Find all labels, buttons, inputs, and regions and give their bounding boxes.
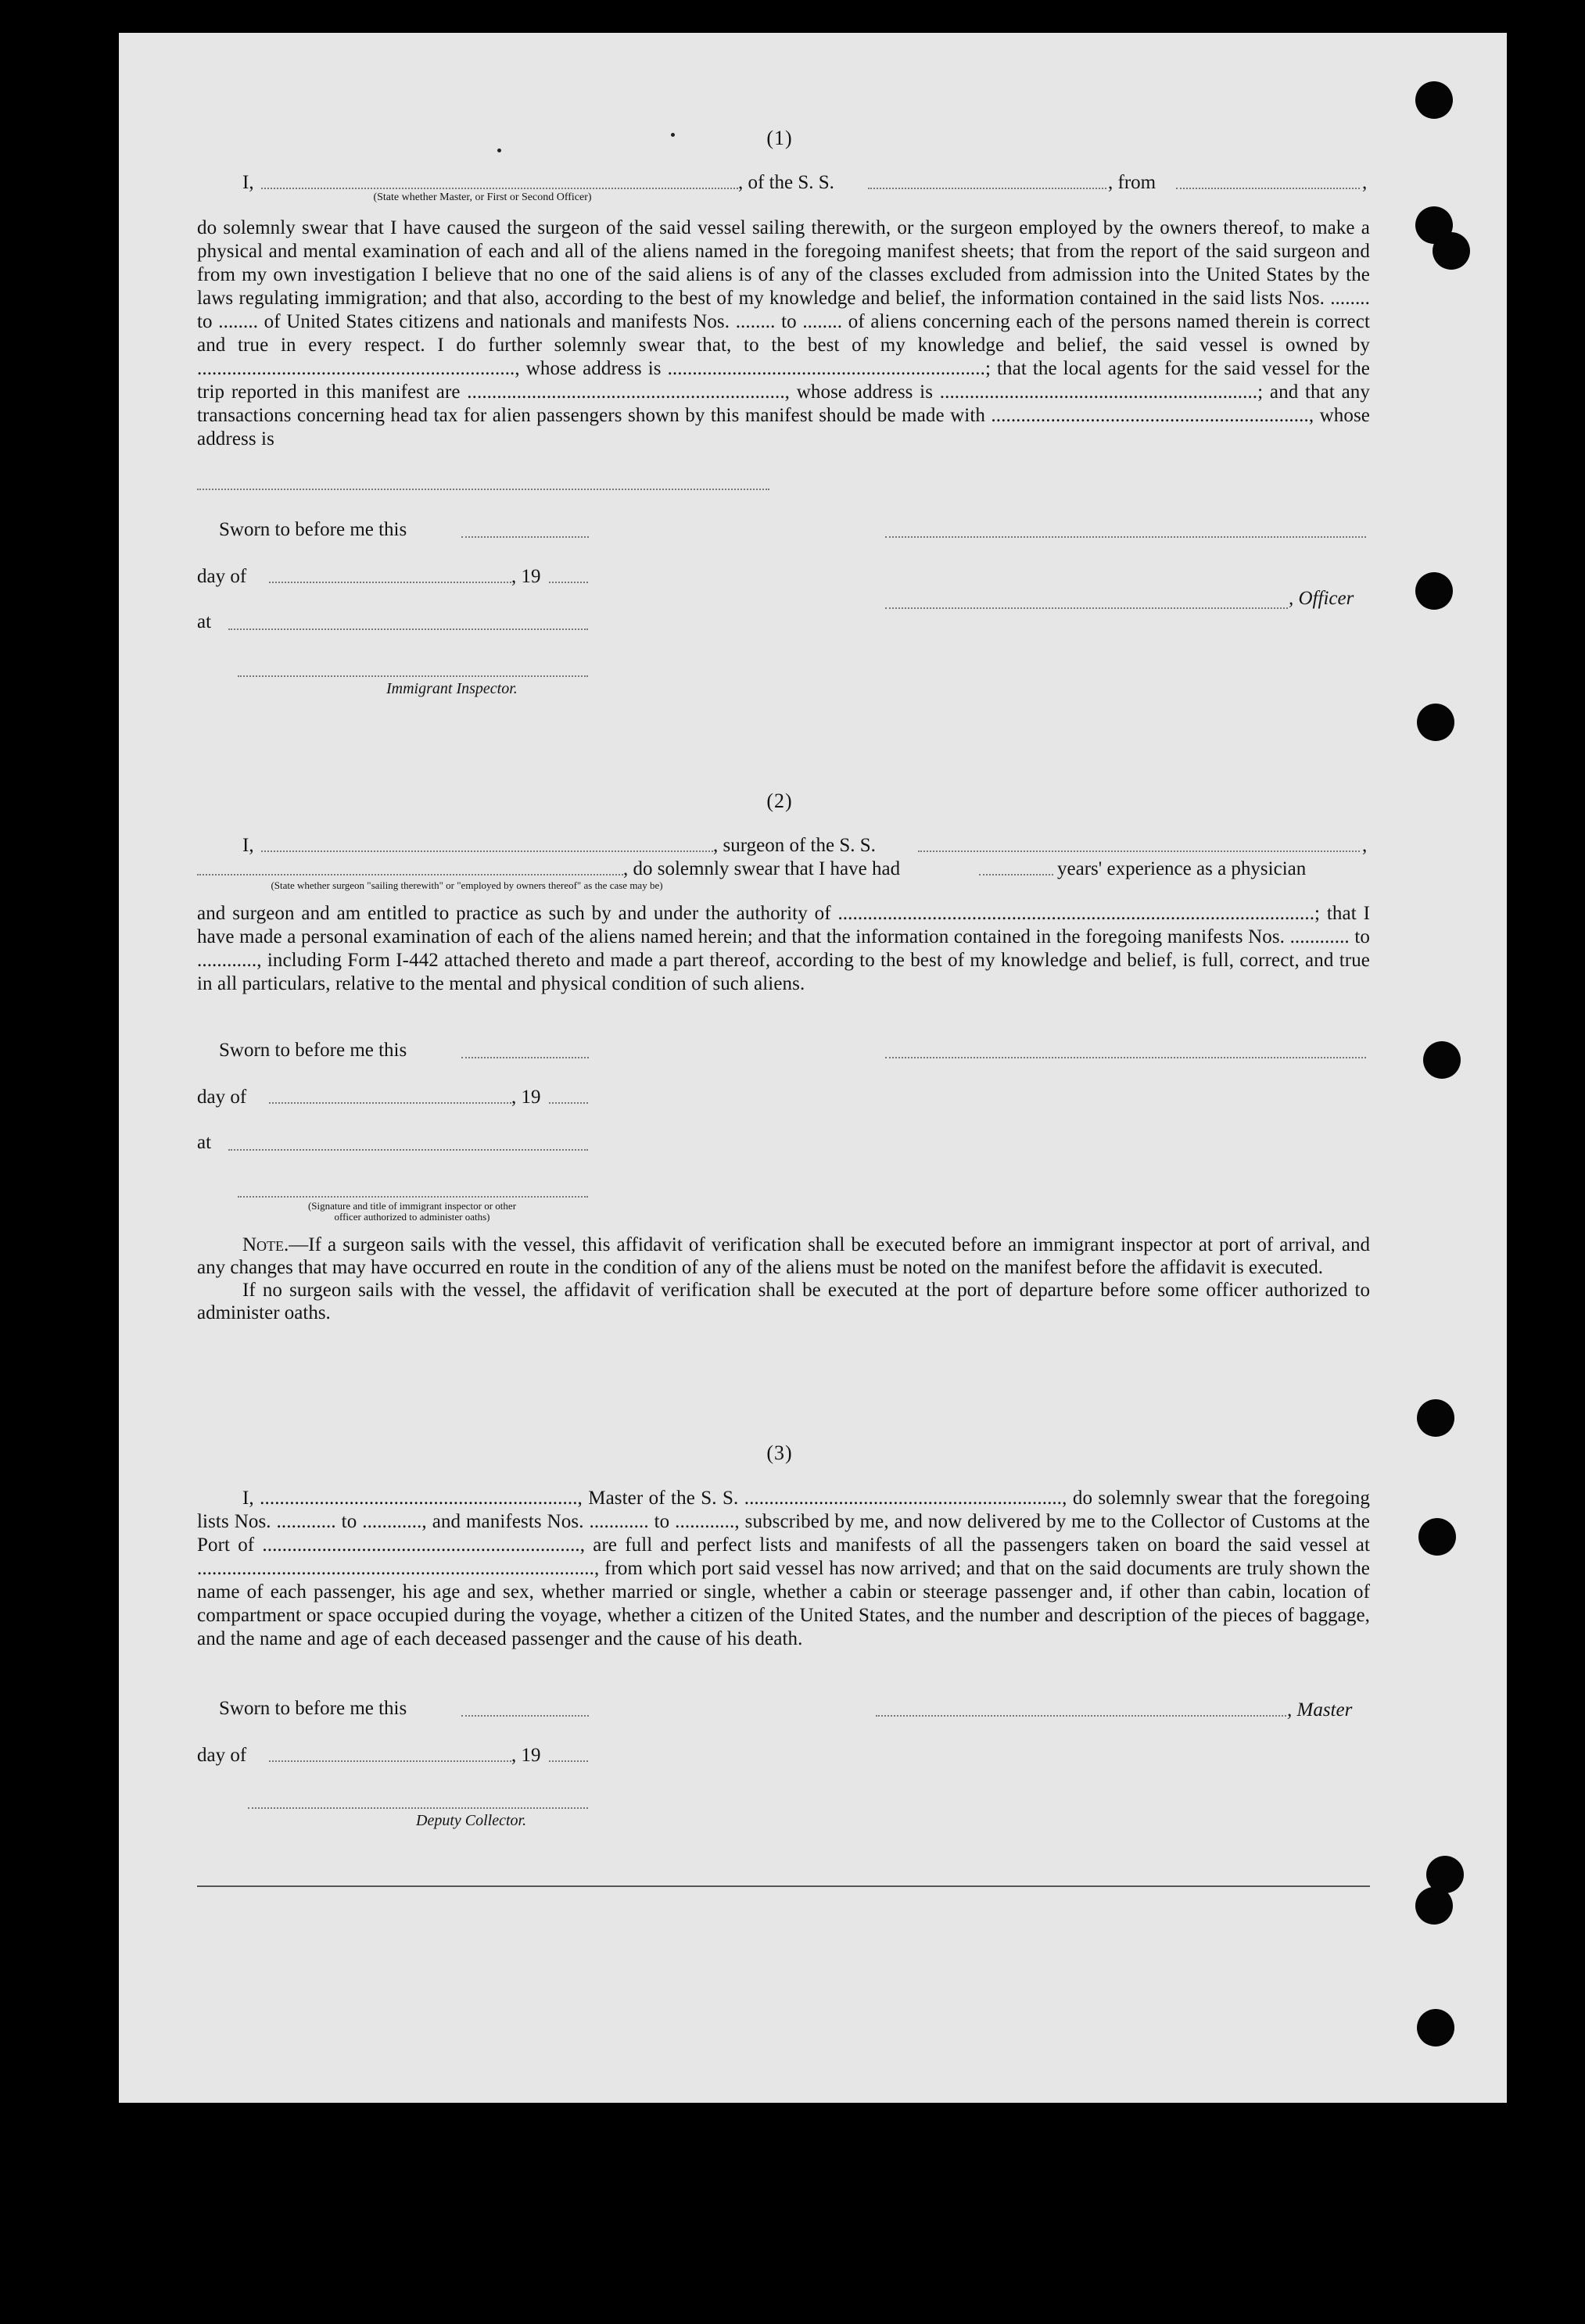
s3-sworn-label: Sworn to before me this xyxy=(219,1698,407,1719)
s1-sworn-label: Sworn to before me this xyxy=(219,519,407,540)
punch-hole xyxy=(1417,1399,1454,1437)
s2-authority-signature-field[interactable] xyxy=(238,1196,588,1198)
punch-hole xyxy=(1423,1041,1461,1079)
s1-at-field[interactable] xyxy=(228,628,588,630)
s1-ship-name-field[interactable] xyxy=(868,188,1106,189)
s2-do-swear-label: , do solemnly swear that I have had xyxy=(623,858,901,879)
s2-sworn-day-field[interactable] xyxy=(461,1057,589,1058)
s3-oath-body: I, ................................................................, Master of the S. S. ................................................................, do solemnly swear that the foregoing lists Nos. ............ to ............, and manifests Nos. ............ to ............, subscribed by me, and now delivered by me to the Collector of Customs at the Port of ................................................................, are full and perfect lists and manifests of all the passengers taken on board the said vessel at ................................................................................, from which port said vessel has now arrived; and that on the said documents are truly shown the name of each passenger, his age and sex, whether married or single, whether a cabin or steerage passenger and, if other than cabin, location of compartment or space occupied during the voyage, whether a citizen of the United States, and the number and description of the pieces of baggage, and the name and age of each deceased passenger and the cause of his death. xyxy=(197,1488,1370,1649)
punch-hole xyxy=(1433,232,1470,270)
s2-ship-name-field[interactable] xyxy=(918,850,1360,852)
s3-master-signature-field[interactable] xyxy=(876,1715,1286,1717)
s1-inspector-field[interactable] xyxy=(238,675,588,677)
s1-officer-label: , Officer xyxy=(1289,588,1354,609)
punch-hole xyxy=(1415,1887,1453,1925)
s2-years-label: years' experience as a physician xyxy=(1057,858,1307,879)
s1-comma: , xyxy=(1362,172,1368,193)
s2-state-note: (State whether surgeon "sailing therewith" or "employed by owners thereof" as the case may be) xyxy=(271,879,663,891)
s3-year-label: , 19 xyxy=(511,1745,541,1766)
punch-hole xyxy=(1415,572,1453,610)
s1-i-label: I, xyxy=(242,172,254,193)
s2-oath-body: and surgeon and am entitled to practice as such by and under the authority of ................................................................................................; that I have made a personal examination of each of the aliens named herein; and that the information contained in the foregoing manifests Nos. ............ to ............, including Form I-442 attached thereto and made a part thereof, according to the best of my knowledge and belief, is full, correct, and true in all particulars, relative to the mental and physical condition of such aliens. xyxy=(197,903,1370,994)
s1-sworn-day-field[interactable] xyxy=(461,536,589,538)
s1-of-ss-label: , of the S. S. xyxy=(738,172,834,193)
s2-month-field[interactable] xyxy=(269,1102,511,1104)
s2-year-label: , 19 xyxy=(511,1087,541,1108)
s2-signature-field[interactable] xyxy=(885,1057,1366,1058)
s2-note-text-2: If no surgeon sails with the vessel, the affidavit of verification shall be executed at the port of departure before some officer authorized to administer oaths. xyxy=(197,1280,1370,1323)
s1-officer-field[interactable] xyxy=(885,607,1288,609)
s2-at-field[interactable] xyxy=(228,1149,588,1151)
punch-hole xyxy=(1417,2009,1454,2046)
s1-state-note: (State whether Master, or First or Second Officer) xyxy=(373,192,592,203)
s1-at-label: at xyxy=(197,611,212,632)
s1-officer-name-field[interactable] xyxy=(261,188,738,189)
s1-from-port-field[interactable] xyxy=(1176,188,1360,189)
s1-inspector-label: Immigrant Inspector. xyxy=(386,680,518,697)
s1-address-field[interactable] xyxy=(197,489,769,490)
s2-sworn-label: Sworn to before me this xyxy=(219,1040,407,1061)
s1-oath-body: do solemnly swear that I have caused the surgeon of the said vessel sailing therewith, or the surgeon employed by the owners thereof, to make a physical and mental examination of each and all of the aliens named in the foregoing manifest sheets; that from the report of the said surgeon and from my own investigation I believe that no one of the said aliens is of any of the classes excluded from admission into the United States by the laws regulating immigration; and that also, according to the best of my knowledge and belief, the information contained in the said lists Nos. ........ to ........ of United States citizens and nationals and manifests Nos. ........ to ........ of aliens concerning each of the persons named therein is correct and true in every respect. I do further solemnly swear that, to the best of my knowledge and belief, the said vessel is owned by ................................................................, whose address is ................................................................; that the local agents for the said vessel for the trip reported in this manifest are ................................................................, whose address is ................................................................; and that any transactions concerning head tax for alien passengers shown by this manifest should be made with ................................................................, whose address is xyxy=(197,217,1370,449)
section-1-number: (1) xyxy=(766,127,793,149)
s1-year-field[interactable] xyxy=(549,582,588,583)
section-2-number: (2) xyxy=(766,790,793,812)
punch-hole xyxy=(1417,704,1454,741)
punch-hole xyxy=(1415,81,1453,119)
s2-note-label: Note. xyxy=(242,1234,289,1255)
s1-day-of-label: day of xyxy=(197,566,247,587)
s3-sworn-day-field[interactable] xyxy=(461,1715,589,1717)
section-3-number: (3) xyxy=(766,1441,793,1464)
s2-year-field[interactable] xyxy=(549,1102,588,1104)
s1-month-field[interactable] xyxy=(269,582,511,583)
s1-year-label: , 19 xyxy=(511,566,541,587)
s2-day-of-label: day of xyxy=(197,1087,247,1108)
s3-month-field[interactable] xyxy=(269,1760,511,1762)
s3-deputy-label: Deputy Collector. xyxy=(416,1812,527,1829)
s2-years-field[interactable] xyxy=(979,874,1053,876)
s3-day-of-label: day of xyxy=(197,1745,247,1766)
s3-year-field[interactable] xyxy=(549,1760,588,1762)
bottom-rule xyxy=(197,1885,1370,1887)
s2-surgeon-name-field[interactable] xyxy=(261,850,713,852)
paper-speck xyxy=(497,149,501,152)
s1-signature-field[interactable] xyxy=(885,536,1366,538)
s3-master-label: , Master xyxy=(1287,1699,1353,1721)
s2-surgeon-of-label: , surgeon of the S. S. xyxy=(713,835,876,856)
s2-note-text-1: —If a surgeon sails with the vessel, this affidavit of verification shall be executed before an immigrant inspector at port of arrival, and any changes that may have occurred en route in the condition of any of the aliens must be noted on the manifest before the affidavit is executed. xyxy=(197,1234,1370,1278)
s1-from-label: , from xyxy=(1108,172,1156,193)
s2-comma: , xyxy=(1362,835,1368,856)
s2-note-para-1 xyxy=(197,1234,1370,1279)
s2-i-label: I, xyxy=(242,835,254,856)
s2-capacity-field[interactable] xyxy=(197,874,623,876)
punch-hole xyxy=(1418,1518,1456,1556)
manifest-page xyxy=(119,33,1507,2103)
s2-sig-note: (Signature and title of immigrant inspector or other officer authorized to administer oaths) xyxy=(307,1200,517,1223)
s3-deputy-signature-field[interactable] xyxy=(248,1807,588,1809)
s2-note xyxy=(197,1234,1370,1324)
s2-at-label: at xyxy=(197,1132,212,1153)
paper-speck xyxy=(671,133,675,137)
